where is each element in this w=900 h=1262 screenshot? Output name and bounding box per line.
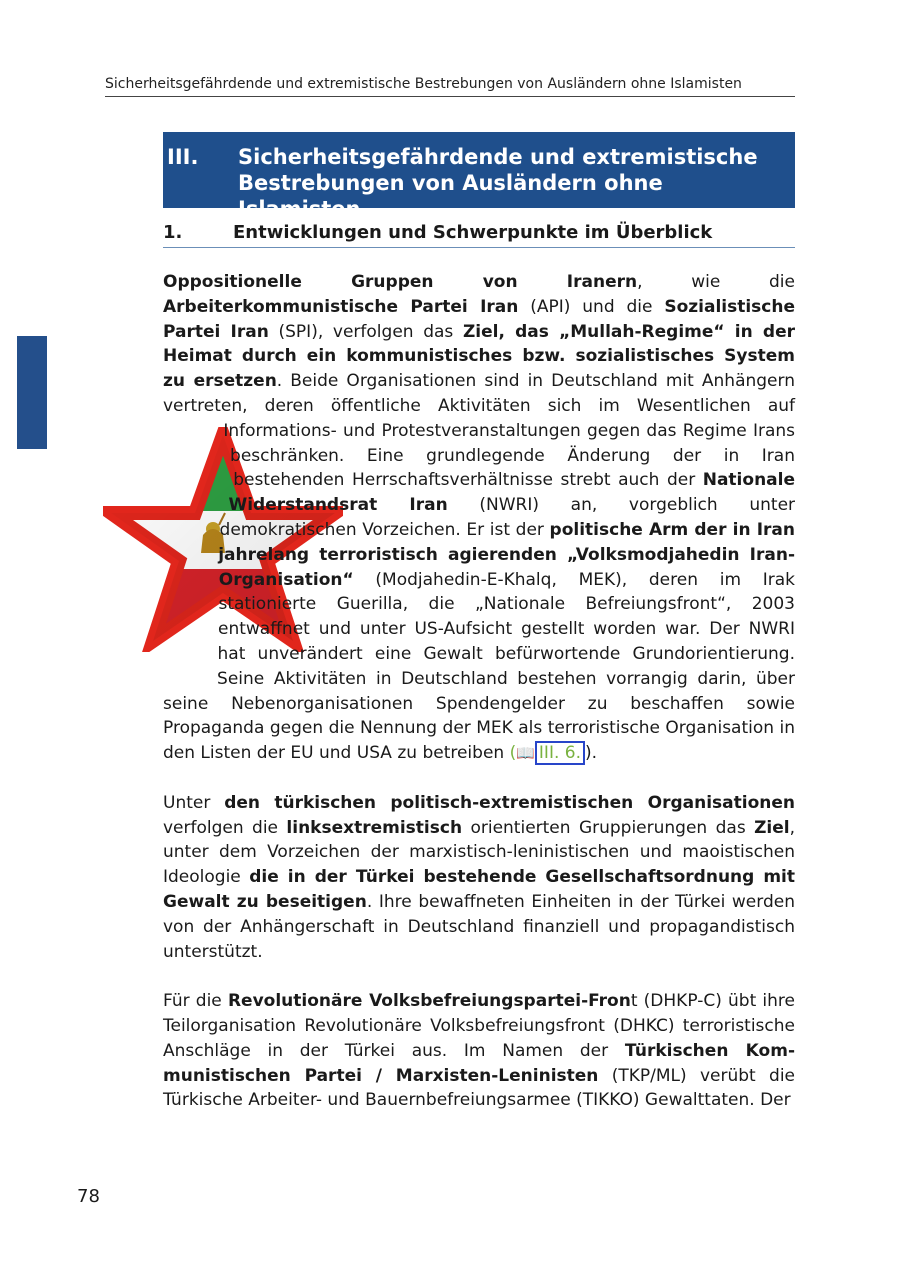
xref-link[interactable]: III. 6. [535, 741, 585, 765]
chapter-number: III. [167, 145, 199, 169]
paragraph-iran [163, 270, 795, 766]
text: verfolgen die [163, 817, 287, 838]
body-text [163, 270, 795, 1138]
text-bold: Nationale Widerstandsrat Iran [228, 470, 795, 516]
text: (SPI), verfolgen das [268, 321, 463, 342]
text: (API) und die [518, 296, 665, 317]
text: orientierten Gruppierungen das [462, 817, 755, 838]
chapter-side-tab [17, 336, 47, 449]
text: Unter [163, 792, 225, 813]
text-bold: Sozialistische Partei Iran [163, 296, 795, 342]
xref-paren-open: ( [509, 743, 517, 764]
paragraph-turkish-organisations [163, 791, 795, 965]
section-title: Entwicklungen und Schwerpunkte im Überblick [233, 222, 713, 243]
cross-reference[interactable] [510, 743, 585, 763]
book-icon: 📖 [516, 744, 535, 763]
text-bold: Oppositionelle Gruppen von Iranern [163, 272, 638, 292]
text-bold: Ziel [754, 817, 790, 838]
text: (NWRI) an, vorgeblich unter demokratischen Vorzeichen. Er ist der [219, 495, 796, 540]
chapter-heading-box [163, 132, 795, 221]
text: . Beide Organisationen sind in Deutschland mit Anhängern vertreten, deren öffentliche Aktivitäten sich im Wesentlichen auf Informations- und Protestveranstaltungen gegen das Regime Irans beschränken. Eine grundlegende Änderung der in Iran bestehenden Herrschaftsverhältnisse strebt auch der [163, 371, 795, 491]
text-bold: den türkischen politisch-extremistischen Organisationen [224, 792, 795, 813]
section-number: 1. [163, 222, 183, 243]
text: t (DHKP-C) übt ihre Teilorganisation Revolutionäre Volksbefreiungsfront (DHKC) terroristische Anschläge in der Türkei aus. Im Namen der [163, 991, 795, 1061]
text: . [591, 743, 598, 764]
text: Für die [163, 991, 228, 1012]
running-header: Sicherheitsgefährdende und extremistische Bestrebungen von Ausländern ohne Islamisten [105, 76, 795, 97]
text-bold: Revolutionäre Volksbefreiungspartei-Fron [227, 991, 631, 1012]
text-bold: Türkischen Kommunistischen Partei / Marxisten-Leninisten [163, 1040, 796, 1086]
chapter-title-line1: Sicherheitsgefährdende und extremistische [238, 145, 758, 169]
page-number: 78 [77, 1186, 100, 1207]
text-bold: die in der Türkei bestehende Gesellschaftsordnung mit Gewalt zu beseitigen [163, 867, 796, 912]
text: , wie die [637, 272, 795, 292]
text: (TKP/ML) verübt die Türkische Arbeiter- und Bauernbefreiungsarmee (TIKKO) Gewalttaten. Der [163, 1065, 795, 1111]
text-bold: politische Arm der in Iran jahrelang terroristisch agierenden „Volksmodjahedin Iran-Organisation“ [218, 519, 795, 590]
text-bold: linksextremistisch [286, 817, 463, 838]
text: . Ihre bewaffneten Einheiten in der Türkei werden von der Anhängerschaft in Deutschland finanziell und propagandistisch unterstützt. [163, 891, 795, 962]
xref-paren-close: ) [585, 743, 592, 764]
text: (Modjahedin-E-Khalq, MEK), deren im Irak stationierte Guerilla, die „Nationale Befreiungsfront“, 2003 entwaffnet und unter US-Aufsicht gestellt worden war. Der NWRI hat unverändert eine Gewalt befürwortende Grundorientierung. Seine Aktivitäten in Deutschland bestehen vorrangig darin, über seine Nebenorganisationen Spendengelder zu beschaffen sowie Propaganda gegen die Nennung der MEK als terroristische Organisation in den Listen der EU und USA zu betreiben [163, 569, 795, 764]
text-bold: Ziel, das „Mullah-Regime“ in der Heimat durch ein kommunistisches bzw. sozialistisches System zu ersetzen [163, 321, 795, 392]
chapter-title [238, 144, 788, 222]
paragraph-dhkp-c [163, 989, 795, 1113]
text: , unter dem Vorzeichen der marxistisch-leninistischen und maoistischen Ideologie [163, 817, 795, 888]
text-bold: Arbeiterkommunistische Partei Iran [163, 296, 519, 317]
chapter-title-line2: Bestrebungen von Ausländern ohne Islamisten [238, 171, 663, 221]
section-heading [163, 222, 795, 248]
